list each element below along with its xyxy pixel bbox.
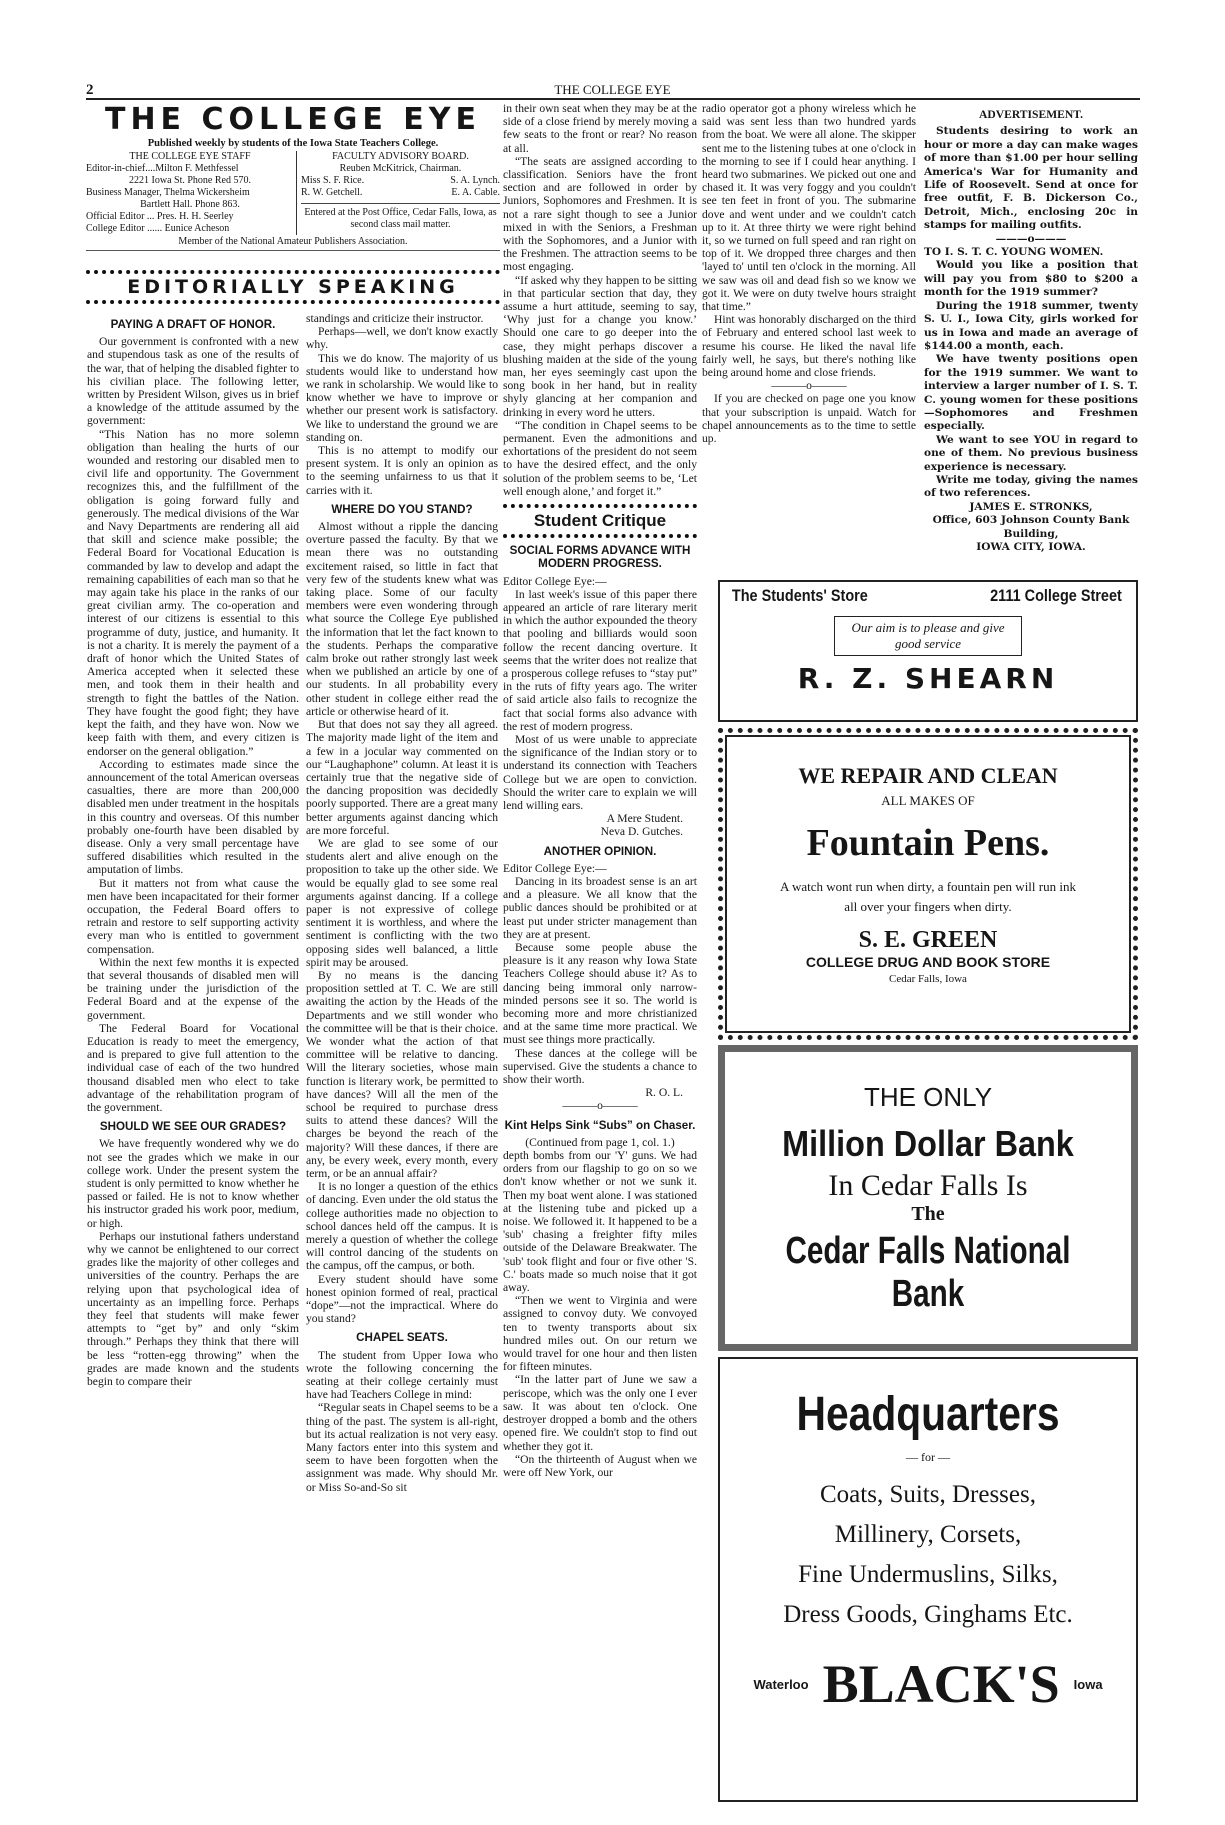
- article-signature: Neva D. Gutches.: [600, 825, 683, 839]
- bank-ad-line2: Million Dollar Bank: [782, 1123, 1074, 1164]
- blacks-city: Waterloo: [753, 1676, 809, 1692]
- article-divider: ———o———: [771, 379, 847, 393]
- article-paragraph: Write me today, giving the names of two references.: [924, 473, 1138, 500]
- fountain-pen-ad: [718, 728, 1138, 1040]
- college-editor: College Editor ...... Eunice Acheson: [86, 223, 230, 234]
- blacks-goods-line: Coats, Suits, Dresses,: [820, 1481, 1036, 1508]
- store-address: 2111 College Street: [990, 586, 1122, 605]
- article-heading: Kint Helps Sink “Subs” on Chaser.: [504, 1118, 696, 1132]
- pen-ad-headline: WE REPAIR AND CLEAN: [798, 763, 1058, 788]
- editor-address: 2221 Iowa St. Phone Red 570.: [129, 175, 251, 186]
- page-number: 2: [86, 82, 94, 98]
- staff-box: [86, 151, 297, 235]
- pen-ad-sub: ALL MAKES OF: [881, 793, 975, 808]
- board-member: S. A. Lynch.: [450, 175, 500, 186]
- article-paragraph: “This Nation has no more solemn obligation than healing the hurts of our wounded and restoring our disabled men to civil life and opportunity. The Government recognizes this, and the fulfillment of the obligation is going forward fully and generously. The medical divisions of the War and Navy Departments are rendering all aid that skill and science make possible; the Federal Board for Vocational Education is commanded by law to develop and adapt the remaining capabilities of each man so that he may again take his place in the ranks of our great civilian army. The co-operation and interest of our citizens is essential to this programme of duty, justice, and humanity. It is not a charity. It is merely the payment of a draft of honor which the United States of America accepted when it selected these men, and took them in their health and strength to fight the battles of the Nation. They have fought the good fight; they have kept the faith, and they have won. Now we keep faith with them, and every citizen is endorser on the general obligation.”: [87, 427, 299, 758]
- article-paragraph: In last week's issue of this paper there appeared an article of rare literary merit in which the author expounded the theory that pooling and billiards would soon follow the recent dancing overture. It seems that the writer does not realize that a prosperous college refuses to “stay put” in the ruts of fifty years ago. The writer of said article also fails to recognize the fact that social forms also advance with the rest of modern progress.: [503, 587, 697, 733]
- business-manager: Business Manager, Thelma Wickersheim: [86, 187, 250, 198]
- article-divider: JAMES E. STRONKS,: [969, 500, 1093, 513]
- article-divider: ———o———: [995, 232, 1067, 245]
- article-paragraph: Almost without a ripple the dancing overture passed the faculty. By that we mean there was no outstanding excitement raised, so little in fact that very few of the students knew what was taking place. Some of our faculty members were even wondering through what source the College Eye published the information that let the fact known to the students. Perhaps the comparative calm broke out rather strongly last week when we published an article by one of our students. In all probability every other student in college either read the article or otherwise heard of it.: [306, 520, 498, 718]
- association-note: Member of the National Amateur Publishers Association.: [86, 236, 500, 251]
- article-paragraph: “On the thirteenth of August when we were off New York, our: [503, 1452, 697, 1479]
- manager-address: Bartlett Hall. Phone 863.: [140, 199, 240, 210]
- masthead-subtitle: Published weekly by students of the Iowa State Teachers College.: [147, 138, 439, 149]
- article-divider: Office, 603 Johnson County Bank Building,: [932, 514, 1130, 540]
- article-paragraph: Editor College Eye:—: [503, 861, 607, 875]
- official-editor: Official Editor ... Pres. H. H. Seerley: [86, 211, 234, 222]
- article-paragraph: We have frequently wondered why we do not see the grades which we make in our college work. Under the present system the student is only permitted to know whether he passed or failed. He is not to know whether his instructor graded his work poor, medium, or high.: [87, 1137, 299, 1230]
- store-motto: Our aim is to please and give good service: [834, 616, 1022, 656]
- article-paragraph: But that does not say they all agreed. The majority made light of the item and a few in a jocular way commented on our “Laughaphone” column. At least it is certainly true that the negative side of the dancing proposition was decidedly poorly supported. There are a great many better arguments against dancing which are more forceful.: [306, 718, 498, 837]
- bank-ad-line4: The: [911, 1203, 945, 1225]
- editor-in-chief: Editor-in-chief....Milton F. Methfessel: [86, 163, 239, 174]
- article-paragraph: But it matters not from what cause the men have been incapacitated for their former occupation, the Federal Board offers to retrain and restore to self supporting activity every man who is entitled to government compensation.: [87, 876, 299, 956]
- column-2: [306, 312, 498, 1814]
- article-paragraph: “Then we went to Virginia and were assigned to convoy duty. We convoyed ten to twenty transports about six hundred miles out. On our return we would travel for one hour and then listen for fifteen minutes.: [503, 1294, 697, 1374]
- board-member: Miss S. F. Rice.: [301, 175, 365, 186]
- article-paragraph: We want to see YOU in regard to one of them. No previous business experience is necessary.: [924, 433, 1138, 473]
- article-signature: R. O. L.: [645, 1086, 683, 1100]
- column-4: [702, 102, 916, 572]
- column-5-advertisements: [924, 102, 1138, 572]
- board-heading: FACULTY ADVISORY BOARD.: [332, 151, 469, 162]
- top-rule: [86, 98, 1140, 100]
- article-paragraph: Every student should have some honest opinion formed of real, practical “dope”—not the impractical. Where do you stand?: [306, 1272, 498, 1326]
- bank-name: Cedar Falls National Bank: [785, 1230, 1071, 1315]
- article-paragraph: “The seats are assigned according to classification. Seniors have the front section and are followed in order by Juniors, Sophomores and Freshmen. It is not a rare sight though to see a Junior mixed in with the Seniors, a Freshman with the Sophomores, and a Junior with the Freshmen. The attraction seems to be most engaging.: [503, 154, 697, 274]
- article-paragraph: We are glad to see some of our students alert and alive enough on the proposition to take up the other side. We would be equally glad to see some real arguments against dancing. If a college paper is not expressive of college sentiment it is worthless, and where the sentiment is conflicting with the two opposing sides well balanced, a little spirit may be aroused.: [306, 836, 498, 969]
- article-heading: ANOTHER OPINION.: [543, 844, 657, 858]
- blacks-goods-line: Fine Undermuslins, Silks,: [798, 1561, 1058, 1588]
- article-paragraph: The student from Upper Iowa who wrote the following concerning the seating at their college certainly must have had Teachers College in mind:: [306, 1348, 498, 1402]
- running-title: THE COLLEGE EYE: [554, 82, 671, 97]
- article-paragraph: Within the next few months it is expected that several thousands of disabled men will be training under the jurisdiction of the Federal Board and at the expense of the government.: [87, 955, 299, 1022]
- blacks-name: BLACK'S: [822, 1654, 1060, 1714]
- bank-ad-line3: In Cedar Falls Is: [828, 1169, 1028, 1202]
- article-paragraph: Hint was honorably discharged on the third of February and entered school last week to resume his course. He liked the naval life fairly well, he says, but there's nothing like being around home and close friends.: [702, 313, 916, 380]
- article-paragraph: Would you like a position that will pay you from $80 to $200 a month for the 1919 summer?: [924, 259, 1138, 299]
- pen-ad-title: Fountain Pens.: [806, 822, 1050, 864]
- board-chair: Reuben McKitrick, Chairman.: [339, 163, 462, 174]
- article-divider: ———o———: [562, 1099, 638, 1113]
- masthead: [86, 104, 500, 251]
- article-paragraph: “In the latter part of June we saw a periscope, which was the only one I ever saw. It was about ten o'clock. One destroyer dropped a bomb and the others opened fire. We couldn't stop to find out whether they got it.: [503, 1373, 697, 1453]
- article-paragraph: Because some people abuse the pleasure is it any reason why Iowa State Teachers College should abuse it? As to dancing being immoral only narrow-minded persons see it so. The world is becoming more and more christianized and at the same time more practical. We must see things more practically.: [503, 940, 697, 1047]
- bank-ad-line1: THE ONLY: [863, 1082, 993, 1112]
- pen-ad-location: Cedar Falls, Iowa: [889, 973, 967, 985]
- article-paragraph: If you are checked on page one you know that your subscription is unpaid. Watch for chapel announcements as to the time to settle up.: [702, 392, 916, 446]
- article-paragraph: Students desiring to work an hour or more a day can make wages of more than $1.00 per hour selling America's War for Humanity and Life of Roosevelt. Send at once for free outfit, F. B. Dickerson Co., Detroit, Mich., enclosing 20c in stamps for mailing outfits.: [924, 125, 1138, 232]
- article-paragraph: It is no longer a question of the ethics of dancing. Even under the old status the college authorities made no objection to school dances held off the campus. It is merely a question of whether the college will control dancing of the students on the campus, off the campus, or both.: [306, 1180, 498, 1273]
- article-heading: ADVERTISEMENT.: [978, 108, 1084, 121]
- blacks-for: — for —: [906, 1450, 950, 1464]
- article-paragraph: TO I. S. T. C. YOUNG WOMEN.: [924, 246, 1104, 259]
- pen-ad-merchant: S. E. GREEN: [858, 927, 998, 953]
- article-paragraph: in their own seat when they may be at the side of a close friend by merely moving a few seats to the front or rear? No reason at all.: [503, 102, 697, 155]
- blacks-goods-line: Dress Goods, Ginghams Etc.: [783, 1601, 1073, 1628]
- store-name: The Students' Store: [731, 586, 868, 605]
- column-1: [87, 312, 299, 1814]
- article-heading: PAYING A DRAFT OF HONOR.: [110, 318, 276, 331]
- article-paragraph: The Federal Board for Vocational Education is ready to meet the emergency, and is prepared to give full attention to the individual case of each of the two hundred thousand disabled men who elect to take advantage of the rehabilitation program of the government.: [87, 1021, 299, 1114]
- store-owner: R. Z. SHEARN: [797, 662, 1059, 695]
- board-member: R. W. Getchell.: [301, 187, 363, 198]
- article-divider: IOWA CITY, IOWA.: [976, 541, 1086, 553]
- article-paragraph: During the 1918 summer, twenty S. U. I., Iowa City, girls worked for us in Iowa and made an average of $144.00 a month, each.: [924, 299, 1138, 352]
- article-heading: WHERE DO YOU STAND?: [331, 502, 473, 516]
- board-member: E. A. Cable.: [451, 187, 500, 198]
- article-signature: A Mere Student.: [606, 812, 683, 826]
- article-paragraph: standings and criticize their instructor.: [306, 312, 484, 325]
- mail-entry-notice: Entered at the Post Office, Cedar Falls, Iowa, as second class mail matter.: [301, 203, 500, 231]
- article-paragraph: Perhaps our instutional fathers understand why we cannot be enlightened to our correct grades like the majority of other colleges and universities of the country. Perhaps the are relying upon that psychological idea of uncertainty as an impelling force. Perhaps they feel that students will make fewer attempts to “get by” and only “skim through.” Perhaps they think that there will be less “rotten-egg throwing” when the grades are made known and the students begin to compare their: [87, 1229, 299, 1389]
- article-paragraph: Most of us were unable to appreciate the significance of the Indian story or to understand its connection with Teachers College but we are open to conviction. Should the writer care to explain we will lend willing ears.: [503, 732, 697, 812]
- student-critique-banner: Student Critique: [503, 504, 697, 538]
- article-paragraph: This is no attempt to modify our present system. It is only an opinion as to the seeming unfairness to us that it carries with it.: [306, 444, 498, 497]
- article-paragraph: According to estimates made since the announcement of the total American overseas casualties, there are more than 200,000 disabled men under treatment in the hospitals in this country and overseas. Of this number probably one-fourth have been disabled by disease. Only a very small percentage have suffered disabilities which resulted in the amputation of limbs.: [87, 757, 299, 877]
- bank-ad: [718, 1045, 1138, 1351]
- pen-ad-body: A watch wont run when dirty, a fountain pen will run ink all over your fingers when dirty.: [780, 879, 1076, 914]
- article-paragraph: depth bombs from our 'Y' guns. We had orders from our flagship to go on so we don't know whether or not we sunk it. Then my boat went alone. I was stationed at the listening tube and picked up a noise. We followed it. It happened to be a 'sub' chasing a freighter fifty miles outside of the Delaware Breakwater. The 'sub' took flight and four or five other 'S. C.' boats made so much noise that it got away.: [503, 1149, 697, 1295]
- article-paragraph: “Regular seats in Chapel seems to be a thing of the past. The system is all-right, but its actual realization is not very easy. Many factors enter into this system and seem to have been forgotten when the assignment was made. Why should Mr. or Miss So-and-So sit: [306, 1401, 498, 1494]
- article-divider: (Continued from page 1, col. 1.): [525, 1135, 675, 1149]
- article-heading: CHAPEL SEATS.: [356, 1331, 448, 1345]
- blacks-headline: Headquarters: [796, 1388, 1060, 1441]
- article-paragraph: “The condition in Chapel seems to be permanent. Even the admonitions and exhortations of the president do not seem to have the desired effect, and the only solution of the problem seems to be, ‘Let well enough alone,’ and forget it.”: [503, 418, 697, 498]
- article-paragraph: Perhaps—well, we don't know exactly why.: [306, 325, 498, 352]
- students-store-ad: [718, 580, 1138, 722]
- advisory-board: [297, 151, 500, 235]
- pen-ad-store: COLLEGE DRUG AND BOOK STORE: [805, 954, 1051, 970]
- article-paragraph: These dances at the college will be supervised. Give the students a chance to show their worth.: [503, 1046, 697, 1087]
- article-paragraph: “If asked why they happen to be sitting in that particular section that day, they assume a hurt attitude, seeming to say, ‘Why just for a change you know.’ Should one care to go deeper into the case, they might perhaps discover a blushing maiden at the side of the young man, her eyes seemingly cast upon the song book in her hand, but in reality shyly glancing at her companion and drinking in every word he utters.: [503, 273, 697, 419]
- article-paragraph: By no means is the dancing proposition settled at T. C. We are still awaiting the action by the Heads of the Departments and we still wonder who the committee will be that is their choice. We wonder what the action of that committee will be relative to dancing. Will the literary societies, whose main function is literary work, be permitted to have dances? Will all the men of the school be required to purchase dress suits to attend these dances? Will the charges be beyond the reach of the majority? Will these dances, if there are any, be every week, every month, every term, or be an annual affair?: [306, 968, 498, 1180]
- blacks-goods-line: Millinery, Corsets,: [834, 1521, 1022, 1548]
- article-paragraph: radio operator got a phony wireless which he said was sent less than two hundred yards from the boat. We were all alone. The skipper sent me to the listening tubes at one o'clock in the morning to see if I could hear anything. I heard two submarines. We picked out one and chased it. It was very foggy and you couldn't see ten feet in front of you. The submarine dove and went under and we couldn't catch up to it. At three thirty we were right behind it, so we turned on full speed and ran right on top of it. We dropped three charges and then 'layed to' until ten o'clock in the morning. All we saw was oil and dead fish so we know we got it. We were on duty twelve hours straight that time.”: [702, 102, 916, 314]
- editorial-banner: EDITORIALLY SPEAKING: [86, 270, 500, 304]
- article-heading: SHOULD WE SEE OUR GRADES?: [99, 1120, 287, 1134]
- article-heading: SOCIAL FORMS ADVANCE WITH MODERN PROGRESS.: [509, 544, 691, 571]
- column-3: [503, 102, 697, 1814]
- blacks-state: Iowa: [1073, 1676, 1103, 1692]
- masthead-title: THE COLLEGE EYE: [104, 102, 482, 137]
- blacks-ad: [718, 1357, 1138, 1802]
- article-paragraph: This we do know. The majority of us students would like to understand how we rank in scholarship. We would like to know whether we have to improve or whether our present work is satisfactory. We like to understand the ground we are standing on.: [306, 351, 498, 444]
- article-paragraph: Editor College Eye:—: [503, 574, 607, 588]
- article-paragraph: We have twenty positions open for the 1919 summer. We want to interview a larger number of I. S. T. C. young women for these positions—Sophomores and Freshmen especially.: [924, 353, 1138, 433]
- article-paragraph: Our government is confronted with a new and stupendous task as one of the results of the war, that of helping the disabled fighter to his civilian place. The following letter, written by President Wilson, gives us in brief a knowledge of the attitude assumed by the government:: [87, 335, 299, 428]
- staff-heading: THE COLLEGE EYE STAFF: [129, 151, 251, 162]
- article-paragraph: Dancing in its broadest sense is an art and a pleasure. We all know that the public dances should be prohibited or at least put under stricter management than they are at present.: [503, 874, 697, 941]
